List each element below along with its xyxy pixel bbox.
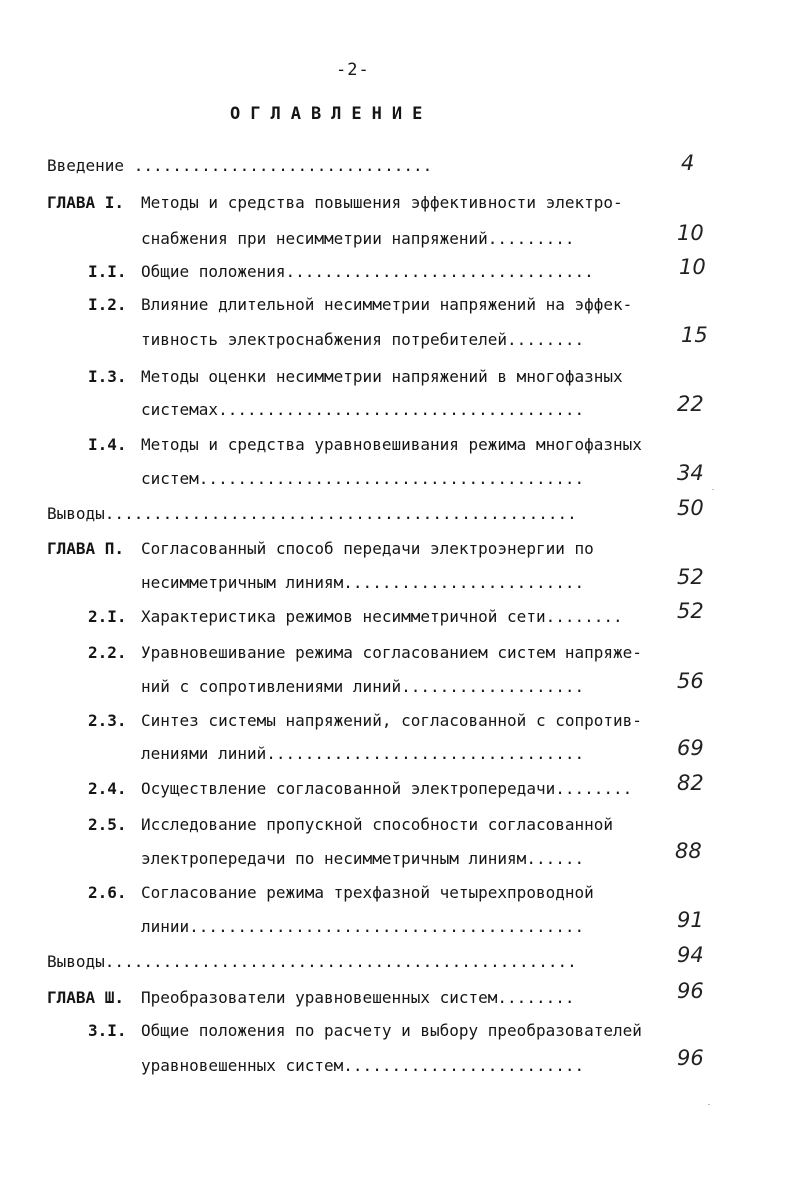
- toc-line: несимметричным линиям.........................: [141, 573, 585, 592]
- toc-line: Согласованный способ передачи электроэнергии по: [141, 539, 594, 558]
- toc-line: Исследование пропускной способности согласованной: [141, 815, 614, 834]
- toc-line: системах......................................: [141, 400, 585, 419]
- section-number: I.3.: [88, 367, 127, 386]
- toc-line: снабжения при несимметрии напряжений.........: [141, 229, 575, 248]
- section-number: 2.3.: [88, 711, 127, 730]
- section-number: 2.2.: [88, 643, 127, 662]
- page-ref: 15: [681, 323, 708, 347]
- toc-title: ОГЛАВЛЕНИЕ: [230, 104, 433, 124]
- toc-line: Методы и средства уравновешивания режима многофазных: [141, 435, 642, 454]
- page-ref: 10: [677, 221, 704, 245]
- page-number: -2-: [336, 60, 370, 80]
- toc-line: Уравновешивание режима согласованием систем напряже-: [141, 643, 642, 662]
- chapter-number: ГЛАВА П.: [47, 539, 125, 558]
- page-ref: 82: [677, 771, 704, 795]
- toc-line: Выводы.................................................: [47, 952, 577, 971]
- toc-line: Влияние длительной несимметрии напряжений на эффек-: [141, 295, 633, 314]
- section-number: 2.5.: [88, 815, 127, 834]
- section-number: 2.I.: [88, 607, 127, 626]
- section-number: I.2.: [88, 295, 127, 314]
- toc-line: Методы оценки несимметрии напряжений в многофазных: [141, 367, 623, 386]
- scan-speck: [708, 1104, 710, 1105]
- toc-line: Общие положения по расчету и выбору преобразователей: [141, 1021, 642, 1040]
- toc-line: Введение ...............................: [47, 156, 433, 175]
- toc-line: Методы и средства повышения эффективности электро-: [141, 193, 623, 212]
- section-number: 3.I.: [88, 1021, 127, 1040]
- toc-line: уравновешенных систем.........................: [141, 1056, 585, 1075]
- scan-speck: [712, 489, 714, 490]
- section-number: I.I.: [88, 262, 127, 281]
- page-ref: 10: [679, 255, 706, 279]
- chapter-number: ГЛАВА Ш.: [47, 988, 125, 1007]
- chapter-number: ГЛАВА I.: [47, 193, 125, 212]
- toc-line: Согласование режима трехфазной четырехпроводной: [141, 883, 594, 902]
- toc-line: Выводы.................................................: [47, 504, 577, 523]
- toc-line: Осуществление согласованной электропередачи........: [141, 779, 633, 798]
- page-ref: 22: [677, 392, 704, 416]
- toc-line: Общие положения................................: [141, 262, 594, 281]
- page-ref: 56: [677, 669, 704, 693]
- page-ref: 4: [681, 151, 695, 175]
- toc-line: лениями линий.................................: [141, 744, 585, 763]
- page-ref: 52: [677, 565, 704, 589]
- page-ref: 88: [675, 839, 702, 863]
- toc-line: Преобразователи уравновешенных систем........: [141, 988, 575, 1007]
- toc-line: систем........................................: [141, 469, 585, 488]
- section-number: I.4.: [88, 435, 127, 454]
- page-ref: 34: [677, 461, 704, 485]
- page-ref: 50: [677, 496, 704, 520]
- toc-line: Характеристика режимов несимметричной сети........: [141, 607, 623, 626]
- toc-line: линии.........................................: [141, 917, 585, 936]
- page-ref: 52: [677, 599, 704, 623]
- page-ref: 96: [677, 1046, 704, 1070]
- page-ref: 91: [677, 908, 704, 932]
- page-ref: 69: [677, 736, 704, 760]
- section-number: 2.6.: [88, 883, 127, 902]
- toc-line: электропередачи по несимметричным линиям......: [141, 849, 585, 868]
- page-ref: 94: [677, 943, 704, 967]
- page-ref: 96: [677, 979, 704, 1003]
- toc-line: Синтез системы напряжений, согласованной с сопротив-: [141, 711, 642, 730]
- toc-line: ний с сопротивлениями линий...................: [141, 677, 585, 696]
- toc-line: тивность электроснабжения потребителей........: [141, 330, 585, 349]
- section-number: 2.4.: [88, 779, 127, 798]
